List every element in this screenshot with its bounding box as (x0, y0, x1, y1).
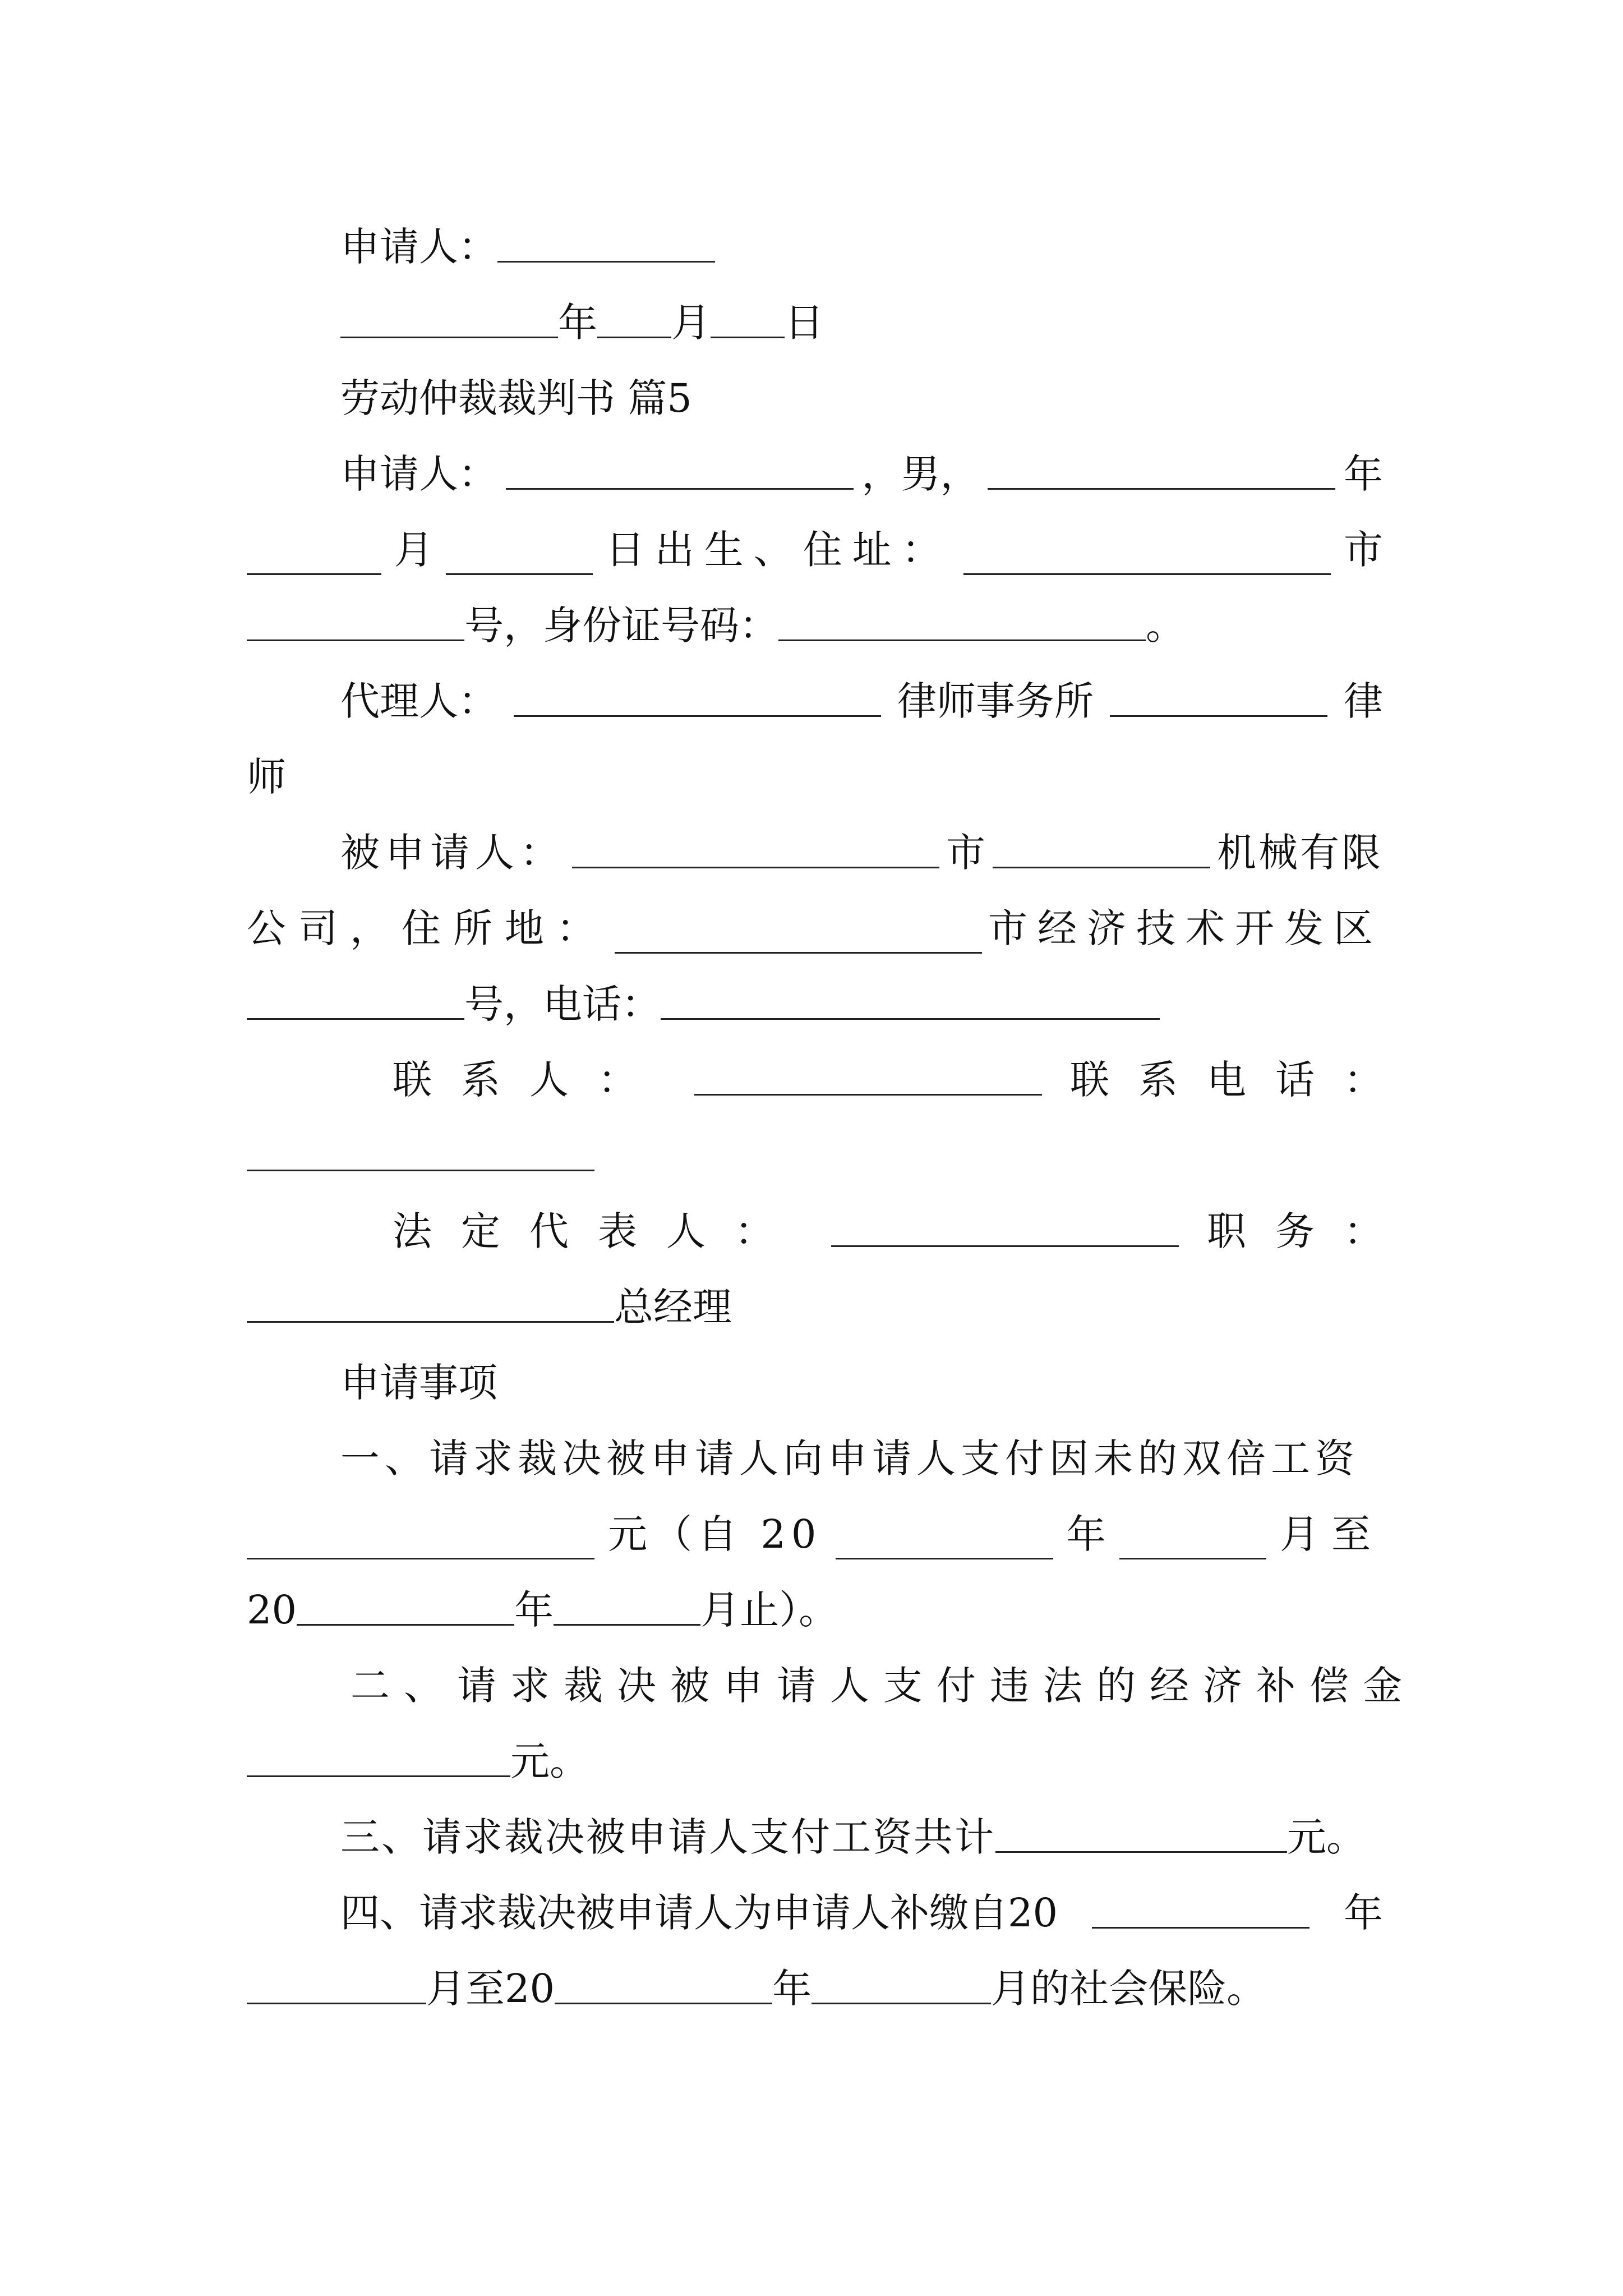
agent-firm-label: 律师事务所 (897, 678, 1094, 724)
respondent-contact-line (393, 1055, 1412, 1105)
claim-2-line-1: 二、请求裁决被申请人支付违法的经济补偿金 (351, 1663, 1416, 1709)
claim-3-end: 元。 (1287, 1814, 1366, 1860)
respondent-phone-label: 号，电话： (464, 981, 661, 1027)
claim-1-line-1: 一、请求裁决被申请人向申请人支付因未的双倍工资 (340, 1435, 1359, 1481)
claim-1-end: 月止）。 (700, 1587, 838, 1633)
respondent-position-value: 总经理 (614, 1284, 732, 1330)
signature-month-label: 月 (671, 300, 711, 346)
respondent-position-blank[interactable] (247, 1282, 614, 1323)
claim-1-year-label: 年 (1066, 1511, 1106, 1557)
claim-4-to-year-blank[interactable] (555, 1963, 772, 2004)
agent-line-1 (340, 676, 1383, 726)
claim-4-year-label: 年 (1343, 1890, 1383, 1936)
agent-name-blank[interactable] (1110, 676, 1327, 717)
applicant-end-punct: 。 (1146, 602, 1185, 648)
respondent-contact-phone-blank[interactable] (247, 1130, 594, 1171)
claim-1-to-year-blank[interactable] (297, 1585, 514, 1626)
applicant-city-label: 市 (1343, 527, 1383, 573)
respondent-position-line (247, 1282, 732, 1332)
claim-3-amount-blank[interactable] (995, 1812, 1287, 1853)
claim-1-month-to: 月至 (1279, 1511, 1383, 1557)
claim-4-to-month-blank[interactable] (811, 1963, 991, 2004)
applicant-birth-year-blank[interactable] (988, 449, 1335, 490)
signature-applicant-label: 申请人： (340, 224, 497, 270)
claim-1-year2-label: 年 (514, 1587, 554, 1633)
respondent-contact-phone-line (247, 1130, 594, 1181)
claim-4-line-1 (340, 1888, 1383, 1938)
claim-4-month-to: 月至20 (426, 1966, 555, 2012)
respondent-contact-label: 联系人： (393, 1057, 666, 1103)
claim-4-end: 月的社会保险。 (991, 1966, 1266, 2012)
applicant-birth-day-blank[interactable] (446, 534, 593, 575)
agent-line-2 (247, 752, 286, 802)
respondent-line-2 (247, 903, 1383, 954)
applicant-label: 申请人： (340, 451, 497, 497)
applicant-month-label: 月 (394, 527, 434, 573)
respondent-city-label: 市 (946, 830, 985, 876)
respondent-position-label: 职务： (1207, 1208, 1412, 1254)
respondent-line-1 (340, 827, 1383, 878)
applicant-line-2 (247, 524, 1383, 575)
agent-firm-blank[interactable] (514, 676, 881, 717)
applicant-birth-month-blank[interactable] (247, 534, 381, 575)
respondent-label: 被申请人： (340, 830, 565, 876)
claim-1-from-month-blank[interactable] (1119, 1519, 1266, 1559)
respondent-legal-rep-line (393, 1206, 1412, 1257)
applicant-address-blank[interactable] (963, 534, 1331, 575)
claim-2-amount-blank[interactable] (247, 1736, 510, 1777)
claim-3-text: 三、请求裁决被申请人支付工资共计 (340, 1814, 995, 1860)
agent-lawyer-part2: 师 (247, 754, 286, 800)
respondent-company-part2: 公司，住所地： (247, 905, 608, 951)
respondent-phone-blank[interactable] (661, 979, 1160, 1020)
respondent-house-number-blank[interactable] (247, 979, 464, 1020)
claim-4-from-year-blank[interactable] (1092, 1888, 1310, 1929)
signature-applicant-line (340, 222, 715, 272)
respondent-city-blank[interactable] (572, 827, 939, 868)
applicant-line-1 (340, 449, 1383, 499)
applicant-year-label: 年 (1344, 451, 1383, 497)
claim-4-from-month-blank[interactable] (247, 1963, 426, 2004)
claim-1-from-year-blank[interactable] (836, 1519, 1053, 1559)
applicant-gender-text: ，男， (861, 451, 980, 497)
applicant-name-blank[interactable] (506, 449, 854, 490)
respondent-legal-rep-blank[interactable] (831, 1206, 1179, 1247)
signature-year-blank[interactable] (340, 297, 558, 338)
respondent-contact-blank[interactable] (694, 1055, 1042, 1096)
agent-label: 代理人： (340, 678, 497, 724)
signature-month-blank[interactable] (597, 297, 671, 338)
claim-1-to-month-blank[interactable] (554, 1585, 700, 1626)
claim-1-amount-blank[interactable] (247, 1519, 594, 1559)
respondent-contact-phone-label: 联系电话： (1070, 1057, 1412, 1103)
claim-1-line-2 (247, 1509, 1383, 1559)
claims-heading: 申请事项 (340, 1360, 497, 1406)
applicant-house-number-blank[interactable] (247, 600, 464, 641)
applicant-id-label: 号，身份证号码： (464, 602, 778, 648)
applicant-line-3 (247, 600, 1185, 651)
signature-date-line (340, 297, 824, 348)
respondent-zone-label: 市经济技术开发区 (988, 905, 1383, 951)
applicant-born-address-label: 日出生、住址： (605, 527, 951, 573)
claim-1-twenty: 20 (247, 1587, 297, 1633)
agent-lawyer-part1: 律 (1344, 678, 1383, 724)
claim-1-yuan-from: 元（自 20 (608, 1511, 822, 1557)
respondent-legal-rep-label: 法定代表人： (393, 1208, 803, 1254)
claim-2-end: 元。 (510, 1738, 589, 1784)
document-heading: 劳动仲裁裁判书 篇5 (340, 375, 692, 421)
signature-day-blank[interactable] (711, 297, 785, 338)
claim-4-line-2 (247, 1963, 1266, 2014)
claim-1-line-3 (247, 1585, 838, 1635)
signature-year-label: 年 (558, 300, 597, 346)
signature-day-label: 日 (785, 300, 824, 346)
respondent-company-part1: 机械有限 (1217, 830, 1383, 876)
respondent-line-3 (247, 979, 1160, 1029)
claim-4-year2-label: 年 (772, 1966, 812, 2012)
signature-applicant-blank[interactable] (497, 222, 715, 263)
respondent-address-blank[interactable] (615, 913, 982, 954)
claim-2-line-2 (247, 1736, 589, 1787)
applicant-id-blank[interactable] (778, 600, 1146, 641)
claim-3-line (340, 1812, 1366, 1862)
claim-4-text: 四、请求裁决被申请人为申请人补缴自20 (340, 1890, 1058, 1936)
respondent-company-blank[interactable] (993, 827, 1210, 868)
